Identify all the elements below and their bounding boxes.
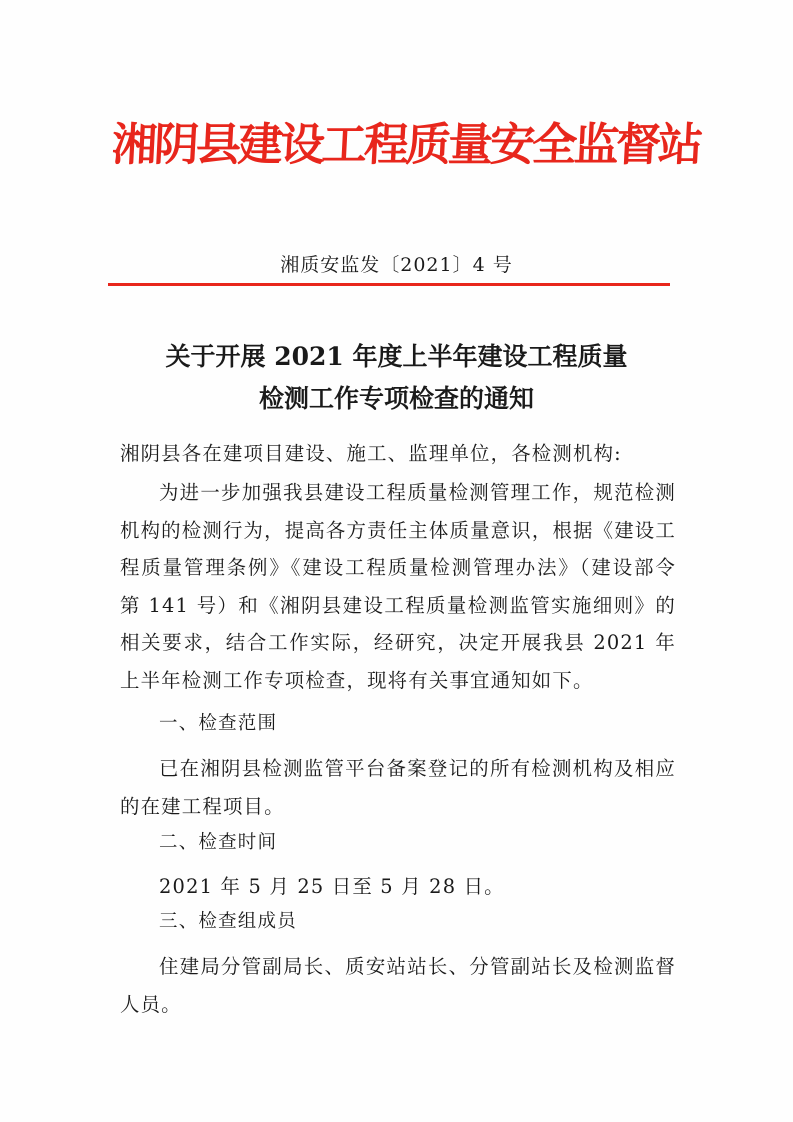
red-divider-line bbox=[108, 283, 670, 286]
notice-title-line-2: 检测工作专项检查的通知 bbox=[258, 384, 534, 413]
section-heading-scope: 一、检查范围 bbox=[159, 713, 278, 734]
section-text-members: 住建局分管副局长、质安站站长、分管副站长及检测监督人员。 bbox=[120, 955, 676, 1016]
notice-title-line-1: 关于开展 2021 年度上半年建设工程质量 bbox=[165, 342, 628, 371]
section-text-time: 2021 年 5 月 25 日至 5 月 28 日。 bbox=[159, 875, 505, 898]
section-heading-members: 三、检查组成员 bbox=[159, 911, 297, 932]
intro-paragraph: 为进一步加强我县建设工程质量检测管理工作，规范检测机构的检测行为，提高各方责任主体质量意识，根据《建设工程质量管理条例》《建设工程质量检测管理办法》（建设部令第 141 号）和《湘阴县建设工程质量检测监管实施细则》的相关要求，结合工作实际，经研究，决定开展我县 2021 年上半年检测工作专项检查，现将有关事宜通知如下。 bbox=[120, 481, 676, 692]
addressee: 湘阴县各在建项目建设、施工、监理单位，各检测机构: bbox=[120, 442, 622, 465]
section-heading-time: 二、检查时间 bbox=[159, 832, 278, 853]
document-number: 湘质安监发〔2021〕4 号 bbox=[280, 254, 513, 276]
section-text-scope: 已在湘阴县检测监管平台备案登记的所有检测机构及相应的在建工程项目。 bbox=[120, 757, 676, 818]
notice-title bbox=[96, 336, 697, 420]
masthead-title: 湘阴县建设工程质量安全监督站 bbox=[110, 118, 702, 171]
